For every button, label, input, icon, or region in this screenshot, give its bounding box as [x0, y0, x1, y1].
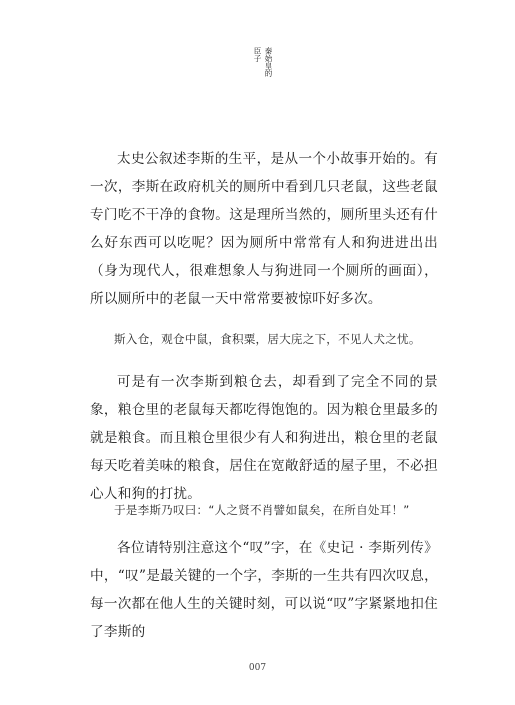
running-header — [253, 47, 273, 117]
quotation-1: 斯入仓，观仓中鼠，食积粟，居大庑之下，不见人犬之忧。 — [114, 332, 421, 346]
body-paragraph-2: 可是有一次李斯到粮仓去，却看到了完全不同的景象，粮仓里的老鼠每天都吃得饱饱的。因为粮仓里最多的就是粮食。而且粮仓里很少有人和狗进出，粮仓里的老鼠每天吃着美味的粮食，居住在宽敞舒适的屋子里，不必担心人和狗的打扰。 — [90, 374, 438, 502]
running-header-title: 秦始皇的 — [264, 47, 273, 77]
page-number: 007 — [248, 663, 267, 673]
body-paragraph-3: 各位请特别注意这个“叹”字，在《史记 · 李斯列传》中，“叹”是最关键的一个字，李斯的一生共有四次叹息，每一次都在他人生的关键时刻，可以说“叹”字紧紧地扣住了李斯的 — [90, 540, 438, 640]
body-paragraph-1: 太史公叙述李斯的生平，是从一个小故事开始的。有一次，李斯在政府机关的厕所中看到几只老鼠，这些老鼠专门吃不干净的食物。这是理所当然的，厕所里头还有什么好东西可以吃呢？因为厕所中常常有人和狗进进出出（身为现代人，很难想象人与狗进同一个厕所的画面），所以厕所中的老鼠一天中常常要被惊吓好多次。 — [90, 151, 438, 307]
quotation-2: 于是李斯乃叹曰：“人之贤不肖譬如鼠矣，在所自处耳！” — [114, 503, 410, 517]
running-header-subtitle: 臣子 — [253, 47, 262, 62]
